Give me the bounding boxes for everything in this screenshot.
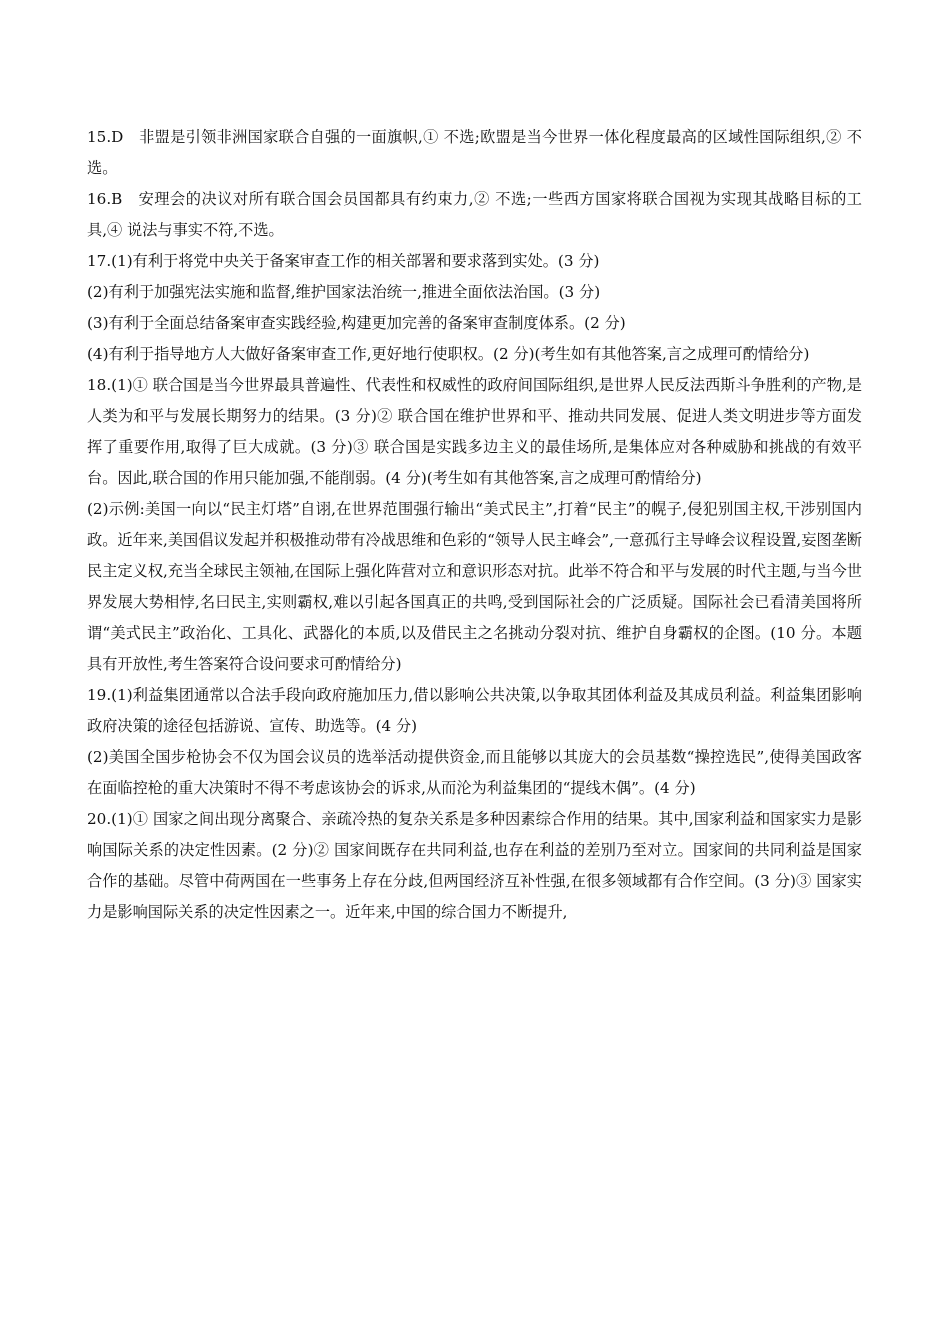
answer-18-part-2: (2)示例:美国一向以“民主灯塔”自诩,在世界范围强行输出“美式民主”,打着“民主”的幌子,侵犯别国主权,干涉别国内政。近年来,美国倡议发起并积极推动带有冷战思维和色彩的“领导人民主峰会”,一意孤行主导峰会议程设置,妄图垄断民主定义权,充当全球民主领袖,在国际上强化阵营对立和意识形态对抗。此举不符合和平与发展的时代主题,与当今世界发展大势相悖,名曰民主,实则霸权,难以引起各国真正的共鸣,受到国际社会的广泛质疑。国际社会已看清美国将所谓“美式民主”政治化、工具化、武器化的本质,以及借民主之名挑动分裂对抗、维护自身霸权的企图。(10 分。本题具有开放性,考生答案符合设问要求可酌情给分) xyxy=(87,500,862,673)
answer-20-part-1: 20.(1)① 国家之间出现分离聚合、亲疏冷热的复杂关系是多种因素综合作用的结果。其中,国家利益和国家实力是影响国际关系的决定性因素。(2 分)② 国家间既存在共同利益,也存在利益的差别乃至对立。国家间的共同利益是国家合作的基础。尽管中荷两国在一些事务上存在分歧,但两国经济互补性强,在很多领域都有合作空间。(3 分)③ 国家实力是影响国际关系的决定性因素之一。近年来,中国的综合国力不断提升, xyxy=(87,810,862,921)
answer-15: 15.D 非盟是引领非洲国家联合自强的一面旗帜,① 不选;欧盟是当今世界一体化程度最高的区域性国际组织,② 不选。 xyxy=(87,128,862,177)
answer-19-part-2: (2)美国全国步枪协会不仅为国会议员的选举活动提供资金,而且能够以其庞大的会员基数“操控选民”,使得美国政客在面临控枪的重大决策时不得不考虑该协会的诉求,从而沦为利益集团的“提线木偶”。(4 分) xyxy=(87,748,862,797)
answer-17-part-1: 17.(1)有利于将党中央关于备案审查工作的相关部署和要求落到实处。(3 分) xyxy=(87,252,600,270)
answer-17-part-4: (4)有利于指导地方人大做好备案审查工作,更好地行使职权。(2 分)(考生如有其他答案,言之成理可酌情给分) xyxy=(87,345,810,363)
answer-19-part-1: 19.(1)利益集团通常以合法手段向政府施加压力,借以影响公共决策,以争取其团体利益及其成员利益。利益集团影响政府决策的途径包括游说、宣传、助选等。(4 分) xyxy=(87,686,862,735)
answer-17-part-2: (2)有利于加强宪法实施和监督,维护国家法治统一,推进全面依法治国。(3 分) xyxy=(87,283,601,301)
answer-17-part-3: (3)有利于全面总结备案审查实践经验,构建更加完善的备案审查制度体系。(2 分) xyxy=(87,314,626,332)
answer-16: 16.B 安理会的决议对所有联合国会员国都具有约束力,② 不选;一些西方国家将联合国视为实现其战略目标的工具,④ 说法与事实不符,不选。 xyxy=(87,190,862,239)
answer-18-part-1: 18.(1)① 联合国是当今世界最具普遍性、代表性和权威性的政府间国际组织,是世界人民反法西斯斗争胜利的产物,是人类为和平与发展长期努力的结果。(3 分)② 联合国在维护世界和平、推动共同发展、促进人类文明进步等方面发挥了重要作用,取得了巨大成就。(3 分)③ 联合国是实践多边主义的最佳场所,是集体应对各种威胁和挑战的有效平台。因此,联合国的作用只能加强,不能削弱。(4 分)(考生如有其他答案,言之成理可酌情给分) xyxy=(87,376,862,487)
answer-document xyxy=(87,122,862,928)
